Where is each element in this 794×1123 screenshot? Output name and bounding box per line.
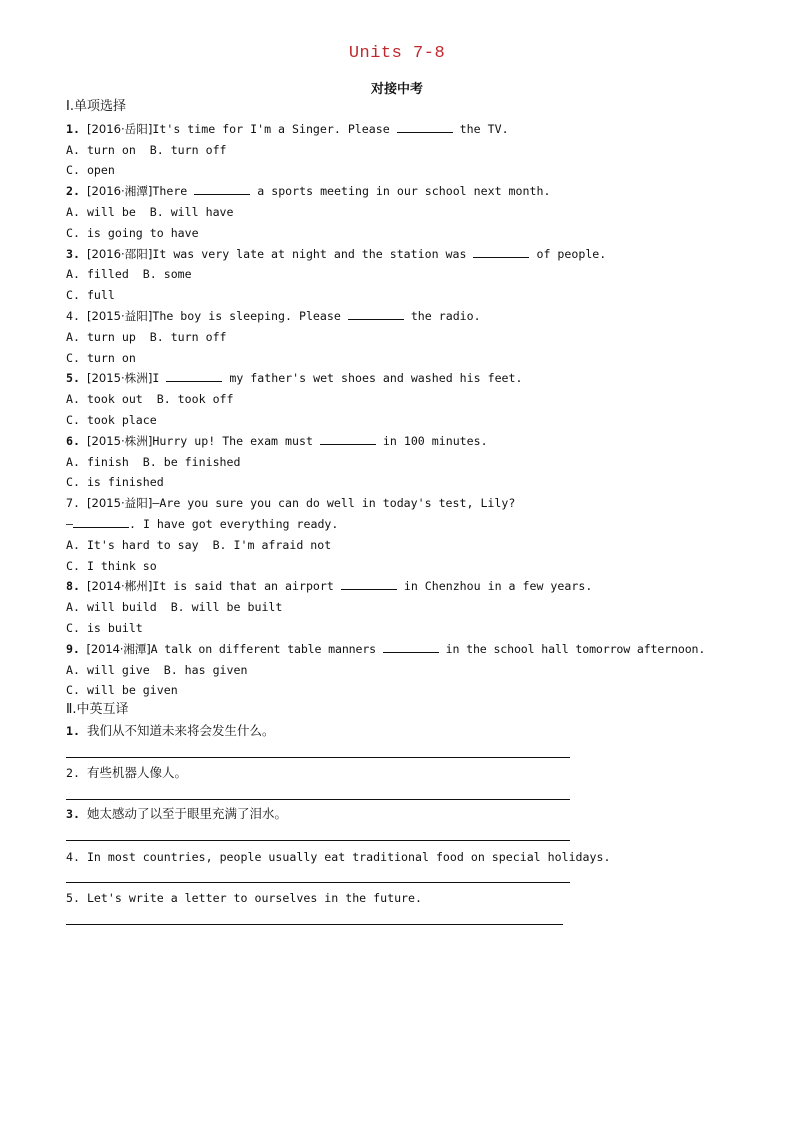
translation-item-5: 5. Let's write a letter to ourselves in the future.	[66, 891, 422, 905]
question-6: 6. [2015·株洲]Hurry up! The exam must in 100 minutes.	[66, 434, 488, 448]
translation-item-3: 3. 她太感动了以至于眼里充满了泪水。	[66, 806, 287, 821]
question-9-options-ab: A. will give B. has given	[66, 663, 248, 677]
question-9-option-c: C. will be given	[66, 683, 178, 697]
answer-blank	[73, 517, 129, 528]
question-3: 3. [2016·邵阳]It was very late at night and the station was of people.	[66, 247, 607, 261]
page-subtitle: 对接中考	[370, 82, 423, 97]
answer-blank	[348, 309, 404, 320]
section-2-heading: Ⅱ.中英互译	[66, 702, 129, 717]
answer-blank	[320, 434, 376, 445]
translation-item-1: 1. 我们从不知道未来将会发生什么。	[66, 723, 275, 738]
answer-blank	[341, 579, 397, 590]
answer-line[interactable]	[66, 924, 563, 925]
answer-line[interactable]	[66, 799, 570, 800]
question-6-options-ab: A. finish B. be finished	[66, 455, 241, 469]
question-6-option-c: C. is finished	[66, 475, 164, 489]
question-5-options-ab: A. took out B. took off	[66, 392, 234, 406]
answer-line[interactable]	[66, 882, 570, 883]
question-7-option-c: C. I think so	[66, 559, 157, 573]
question-8-option-c: C. is built	[66, 621, 143, 635]
answer-blank	[473, 247, 529, 258]
question-5: 5. [2015·株洲]I my father's wet shoes and washed his feet.	[66, 371, 523, 385]
question-7-line-2: — . I have got everything ready.	[66, 517, 339, 531]
translation-item-4: 4. In most countries, people usually eat traditional food on special holidays.	[66, 850, 611, 864]
question-8-options-ab: A. will build B. will be built	[66, 600, 283, 614]
question-2-options-ab: A. will be B. will have	[66, 205, 234, 219]
answer-blank	[397, 122, 453, 133]
answer-blank	[383, 642, 439, 653]
question-2: 2. [2016·湘潭]There a sports meeting in our school next month.	[66, 184, 551, 198]
question-4-options-ab: A. turn up B. turn off	[66, 330, 227, 344]
answer-blank	[194, 184, 250, 195]
section-1-heading: Ⅰ.单项选择	[66, 99, 126, 114]
translation-item-2: 2. 有些机器人像人。	[66, 765, 187, 780]
question-7: 7. [2015·益阳]—Are you sure you can do well in today's test, Lily?	[66, 496, 516, 510]
question-9: 9. [2014·湘潭]A talk on different table manners in the school hall tomorrow afternoon.	[66, 642, 706, 656]
answer-blank	[166, 371, 222, 382]
question-1-options-ab: A. turn on B. turn off	[66, 143, 227, 157]
question-4: 4. [2015·益阳]The boy is sleeping. Please the radio.	[66, 309, 481, 323]
question-1: 1. [2016·岳阳]It's time for I'm a Singer. Please the TV.	[66, 122, 509, 136]
question-8: 8. [2014·郴州]It is said that an airport in Chenzhou in a few years.	[66, 579, 593, 593]
question-4-option-c: C. turn on	[66, 351, 136, 365]
answer-line[interactable]	[66, 840, 570, 841]
question-1-option-c: C. open	[66, 163, 115, 177]
page-title: Units 7-8	[348, 44, 446, 63]
question-2-option-c: C. is going to have	[66, 226, 199, 240]
question-7-options-ab: A. It's hard to say B. I'm afraid not	[66, 538, 332, 552]
answer-line[interactable]	[66, 757, 570, 758]
question-5-option-c: C. took place	[66, 413, 157, 427]
question-3-options-ab: A. filled B. some	[66, 267, 192, 281]
question-3-option-c: C. full	[66, 288, 115, 302]
